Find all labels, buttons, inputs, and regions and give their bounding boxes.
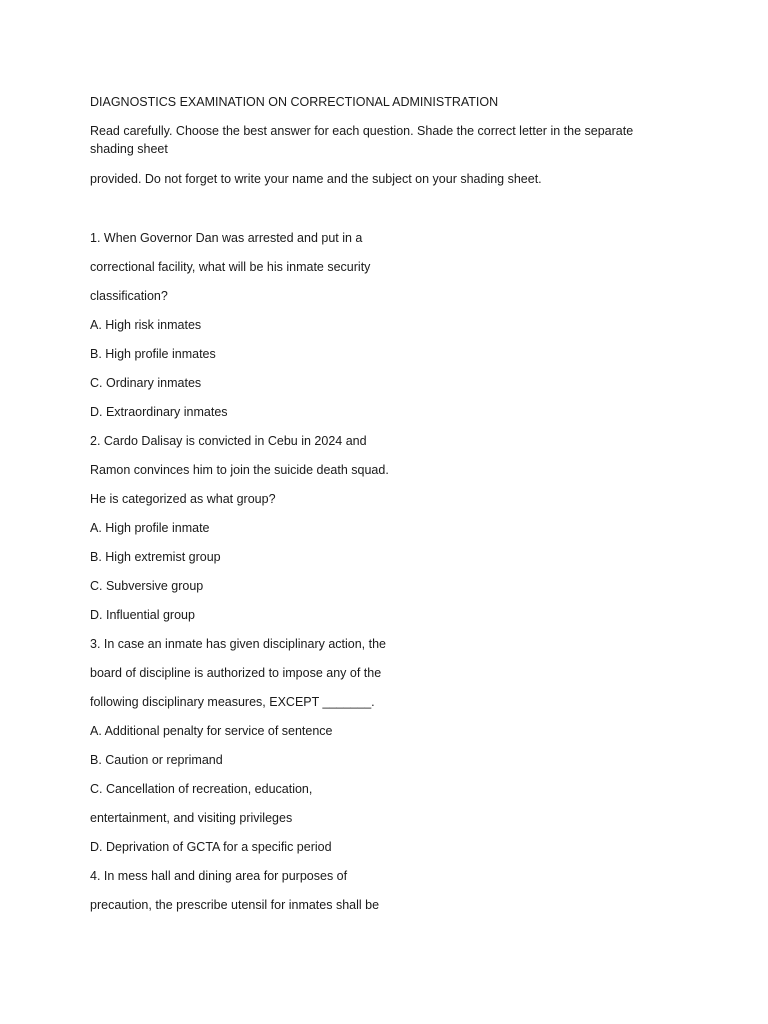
question-1-option-d: D. Extraordinary inmates (90, 405, 228, 419)
instructions-paragraph-2: provided. Do not forget to write your name and the subject on your shading sheet. (90, 172, 542, 186)
question-3-line-2: board of discipline is authorized to impose any of the (90, 666, 382, 680)
question-3-option-c-line-2: entertainment, and visiting privileges (90, 811, 293, 825)
question-3-option-a: A. Additional penalty for service of sentence (90, 724, 333, 738)
question-2-line-3: He is categorized as what group? (90, 492, 276, 506)
question-2-option-a: A. High profile inmate (90, 521, 210, 535)
question-2-line-1: 2. Cardo Dalisay is convicted in Cebu in 2024 and (90, 434, 367, 448)
question-1-option-b: B. High profile inmates (90, 347, 216, 361)
question-1-option-c: C. Ordinary inmates (90, 376, 202, 390)
question-3-line-1: 3. In case an inmate has given disciplinary action, the (90, 637, 387, 651)
question-3-option-d: D. Deprivation of GCTA for a specific period (90, 840, 332, 854)
document-title: DIAGNOSTICS EXAMINATION ON CORRECTIONAL ADMINISTRATION (90, 95, 499, 109)
question-2-option-d: D. Influential group (90, 608, 195, 622)
question-1-line-2: correctional facility, what will be his inmate security (90, 260, 371, 274)
question-3-option-b: B. Caution or reprimand (90, 753, 223, 767)
question-1-line-3: classification? (90, 289, 168, 303)
question-4-line-2: precaution, the prescribe utensil for inmates shall be (90, 898, 380, 912)
question-4-line-1: 4. In mess hall and dining area for purposes of (90, 869, 348, 883)
question-1-option-a: A. High risk inmates (90, 318, 202, 332)
question-2-line-2: Ramon convinces him to join the suicide death squad. (90, 463, 389, 477)
question-2-option-b: B. High extremist group (90, 550, 221, 564)
question-1-line-1: 1. When Governor Dan was arrested and put in a (90, 231, 363, 245)
instructions-paragraph-1: Read carefully. Choose the best answer for each question. Shade the correct letter in the separate shading sheet (90, 124, 634, 156)
question-3-option-c-line-1: C. Cancellation of recreation, education, (90, 782, 313, 796)
question-2-option-c: C. Subversive group (90, 579, 204, 593)
question-3-line-3: following disciplinary measures, EXCEPT _______. (90, 695, 375, 709)
